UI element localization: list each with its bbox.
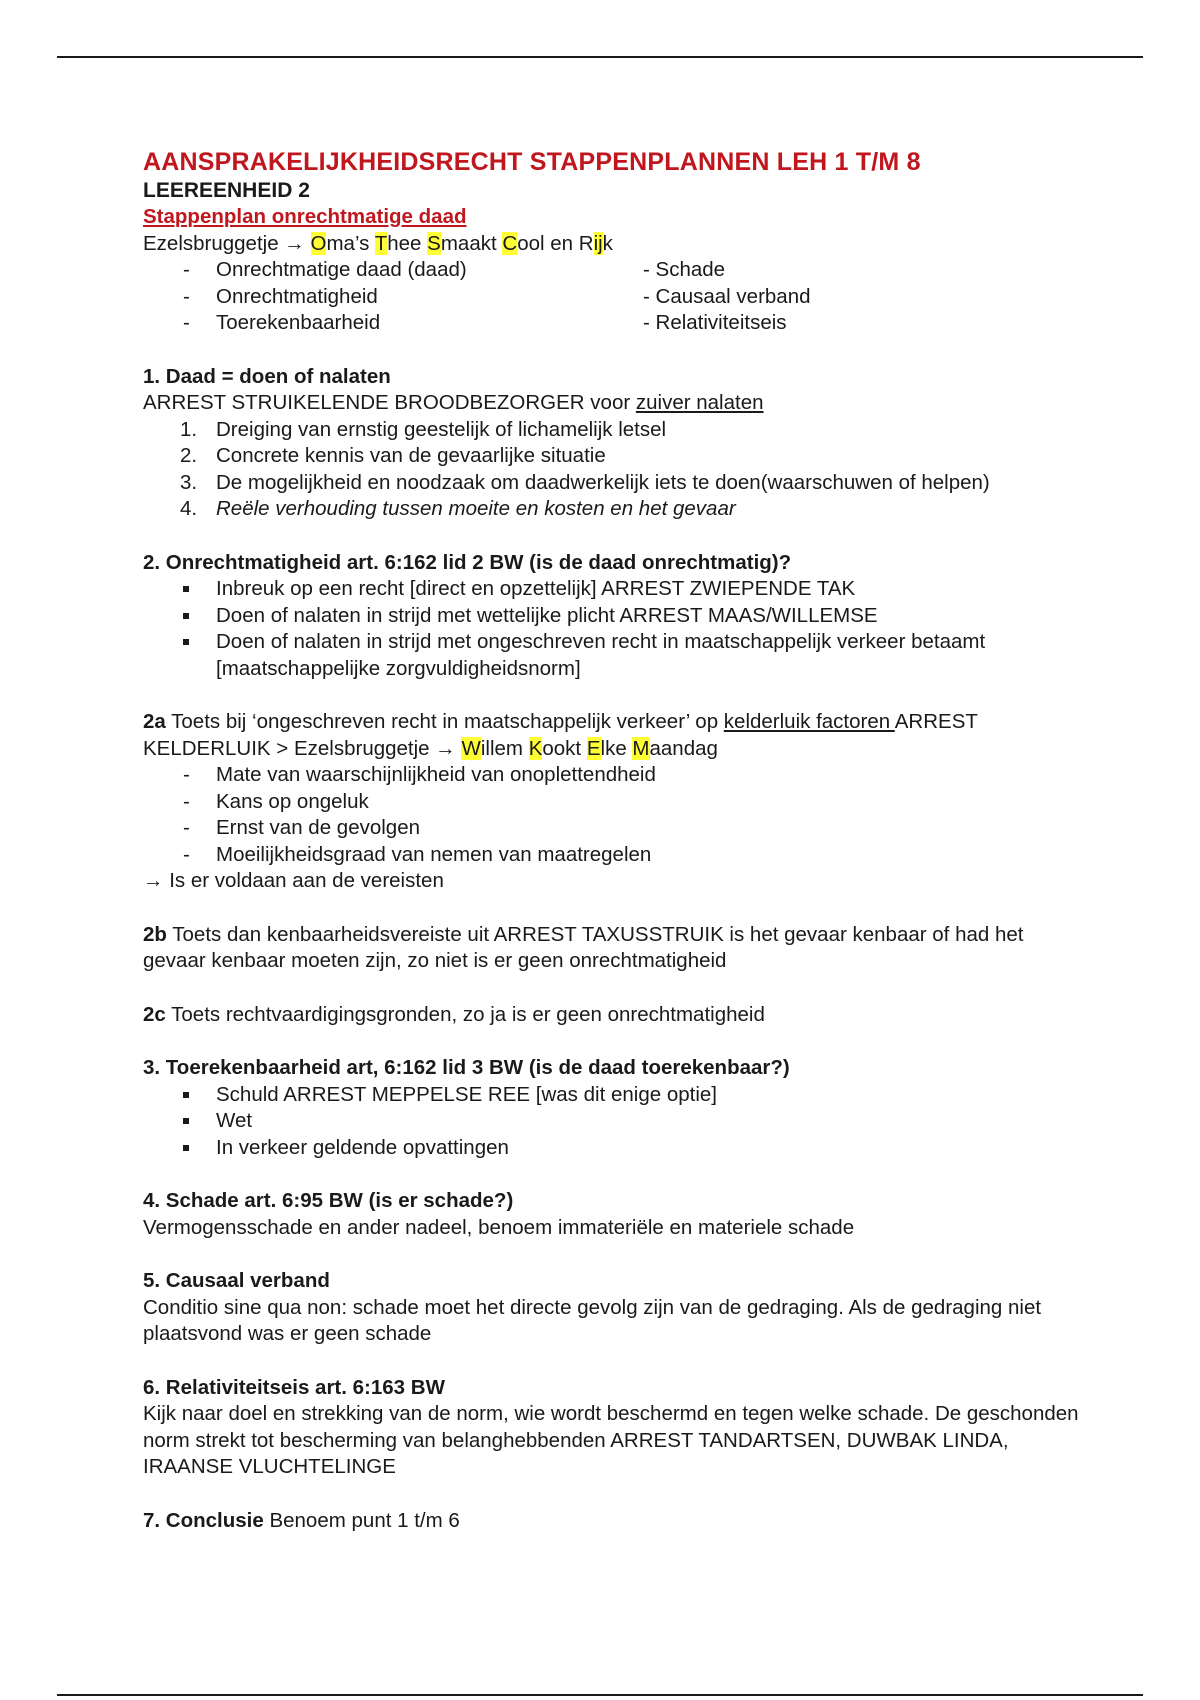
list-item: - Kans op ongeluk (143, 789, 1083, 816)
section-6-heading: 6. Relativiteitseis art. 6:163 BW (143, 1375, 445, 1399)
list-item: - Onrechtmatigheid (143, 284, 643, 311)
elements-list (143, 257, 1083, 337)
list-item: - Relativiteitseis (643, 311, 787, 334)
list-item: - Onrechtmatige daad (daad) (143, 257, 643, 284)
list-item: - Causaal verband (643, 284, 811, 308)
section-6-text: Kijk naar doel en strekking van de norm, wie wordt beschermd en tegen welke schade. De geschonden norm strekt tot bescherming van belanghebbenden ARREST TANDARTSEN, DUWBAK LINDA, IRAANSE VLUCHTELINGE (143, 1402, 1079, 1478)
top-rule (57, 56, 1143, 58)
section-2b-text: 2b Toets dan kenbaarheidsvereiste uit ARREST TAXUSSTRUIK is het gevaar kenbaar of had het gevaar kenbaar moeten zijn, zo niet is er geen onrechtmatigheid (143, 922, 1024, 972)
section-5-text: Conditio sine qua non: schade moet het directe gevolg zijn van de gedraging. Als de gedraging niet plaatsvond was er geen schade (143, 1295, 1042, 1345)
list-item: 1. Dreiging van ernstig geestelijk of lichamelijk letsel (180, 417, 667, 441)
subtitle: Stappenplan onrechtmatige daad (143, 205, 467, 228)
list-item: - Toerekenbaarheid (143, 310, 643, 337)
section-2a-list (143, 762, 1083, 868)
list-item: 4. Reële verhouding tussen moeite en kosten en het gevaar (180, 497, 736, 520)
section-2a-text: 2a Toets bij ‘ongeschreven recht in maatschappelijk verkeer’ op kelderluik factoren ARREST KELDERLUIK > Ezelsbruggetje → Willem Kookt Elke Maandag (143, 710, 978, 760)
list-item: - Schade (643, 258, 726, 281)
elements-left (143, 257, 643, 337)
elements-right (643, 257, 811, 337)
section-5-heading: 5. Causaal verband (143, 1269, 330, 1292)
list-item: - Moeilijkheidsgraad van nemen van maatregelen (143, 842, 1083, 869)
section-4-heading: 4. Schade art. 6:95 BW (is er schade?) (143, 1189, 514, 1212)
document-page (143, 147, 1083, 1534)
section-2-list (143, 576, 1083, 682)
list-item: 2. Concrete kennis van de gevaarlijke situatie (180, 444, 606, 467)
list-item: - Mate van waarschijnlijkheid van onoplettendheid (143, 762, 1083, 789)
section-2-heading: 2. Onrechtmatigheid art. 6:162 lid 2 BW (is de daad onrechtmatig)? (143, 550, 792, 574)
list-item: Inbreuk op een recht [direct en opzettelijk] ARREST ZWIEPENDE TAK (143, 576, 1083, 603)
section-2a-after: → Is er voldaan aan de vereisten (143, 869, 444, 892)
list-item: Schuld ARREST MEPPELSE REE [was dit enige optie] (143, 1082, 1083, 1109)
section-1-intro: ARREST STRUIKELENDE BROODBEZORGER voor zuiver nalaten (143, 391, 764, 414)
document-title: AANSPRAKELIJKHEIDSRECHT STAPPENPLANNEN LEH 1 T/M 8 (143, 148, 921, 176)
list-item: - Ernst van de gevolgen (143, 815, 1083, 842)
list-item: Doen of nalaten in strijd met ongeschreven recht in maatschappelijk verkeer betaamt [maatschappelijke zorgvuldigheidsnorm] (143, 629, 1083, 682)
list-item: Doen of nalaten in strijd met wettelijke plicht ARREST MAAS/WILLEMSE (143, 603, 1083, 630)
section-3-heading: 3. Toerekenbaarheid art, 6:162 lid 3 BW (is de daad toerekenbaar?) (143, 1056, 790, 1079)
mnemonic-line: Ezelsbruggetje → Oma’s Thee Smaakt Cool en Rijk (143, 231, 613, 255)
section-1-heading: 1. Daad = doen of nalaten (143, 364, 391, 388)
section-3-list (143, 1082, 1083, 1162)
list-item: In verkeer geldende opvattingen (143, 1135, 1083, 1162)
section-2c-text: 2c Toets rechtvaardigingsgronden, zo ja is er geen onrechtmatigheid (143, 1002, 765, 1026)
unit-heading: LEEREENHEID 2 (143, 179, 310, 202)
list-item: Wet (143, 1108, 1083, 1135)
section-1-list (143, 417, 1083, 523)
list-item: 3. De mogelijkheid en noodzaak om daadwerkelijk iets te doen(waarschuwen of helpen) (180, 470, 990, 494)
bottom-rule (57, 1694, 1143, 1696)
section-7-text: 7. Conclusie Benoem punt 1 t/m 6 (143, 1508, 460, 1532)
section-4-text: Vermogensschade en ander nadeel, benoem immateriële en materiele schade (143, 1215, 855, 1239)
